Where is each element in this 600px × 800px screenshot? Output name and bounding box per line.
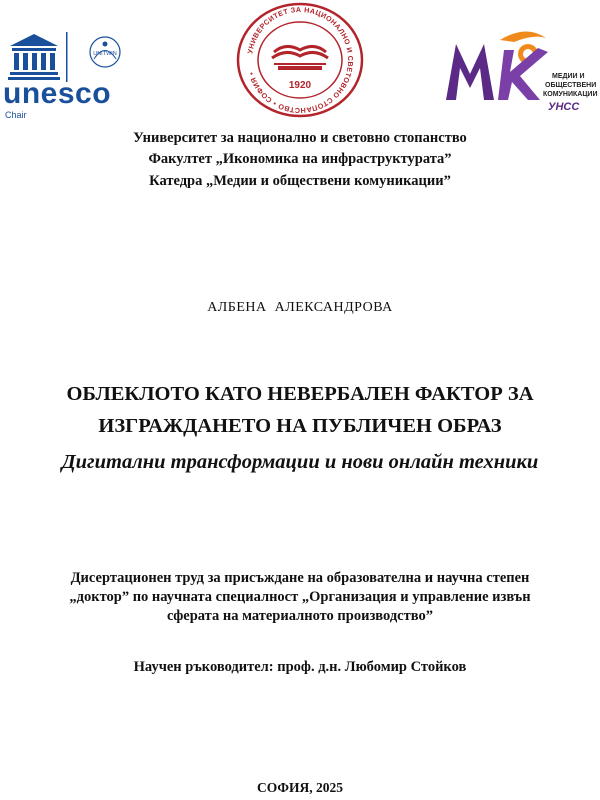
degree-description-line-3: сферата на материалното производство” <box>167 608 433 624</box>
svg-text:ОБЩЕСТВЕНИ: ОБЩЕСТВЕНИ <box>545 82 597 89</box>
city-year: СОФИЯ, 2025 <box>256 780 343 795</box>
unwe-seal-logo <box>234 2 366 118</box>
thesis-title-line-2: ИЗГРАЖДАНЕТО НА ПУБЛИЧЕН ОБРАЗ <box>98 415 502 437</box>
svg-text:1920: 1920 <box>288 80 312 91</box>
department-name: Катедра „Медии и обществени комуникации” <box>149 173 451 189</box>
unesco-chair-logo <box>4 28 144 123</box>
unitwin-seal-icon <box>90 37 120 67</box>
university-name: Университет за национално и световно стопанство <box>133 130 467 146</box>
open-book-icon <box>272 46 328 70</box>
unesco-temple-icon <box>8 34 60 80</box>
degree-description-line-2: „доктор” по научната специалност „Организация и управление извън <box>69 589 531 605</box>
thesis-subtitle: Дигитални трансформации и нови онлайн техники <box>61 451 539 473</box>
svg-text:Chair: Chair <box>5 110 27 120</box>
svg-text:УНИВЕРСИТЕТ ЗА НАЦИОНАЛНО И СВ: УНИВЕРСИТЕТ ЗА НАЦИОНАЛНО И СВЕТОВНО СТОПАНСТВО • СОФИЯ • <box>245 4 356 116</box>
author-name: АЛБЕНА АЛЕКСАНДРОВА <box>207 300 393 315</box>
faculty-name: Факултет „Икономика на инфраструктурата” <box>148 151 452 167</box>
unwe-seal-graphic <box>234 2 366 118</box>
svg-text:unesco: unesco <box>4 77 112 110</box>
mok-logo-graphic <box>444 28 600 112</box>
header-logos <box>0 0 600 120</box>
svg-text:UNITWIN: UNITWIN <box>93 51 117 57</box>
unesco-logo-graphic <box>4 28 144 123</box>
mok-department-logo <box>444 28 600 112</box>
svg-text:КОМУНИКАЦИИ: КОМУНИКАЦИИ <box>543 91 598 98</box>
scientific-supervisor: Научен ръководител: проф. д.н. Любомир Стойков <box>133 659 467 675</box>
svg-text:МЕДИИ И: МЕДИИ И <box>552 73 585 80</box>
thesis-title-line-1: ОБЛЕКЛОТО КАТО НЕВЕРБАЛЕН ФАКТОР ЗА <box>66 383 534 405</box>
svg-text:УНСС: УНСС <box>548 101 580 112</box>
degree-description-line-1: Дисертационен труд за присъждане на образователна и научна степен <box>70 570 530 586</box>
